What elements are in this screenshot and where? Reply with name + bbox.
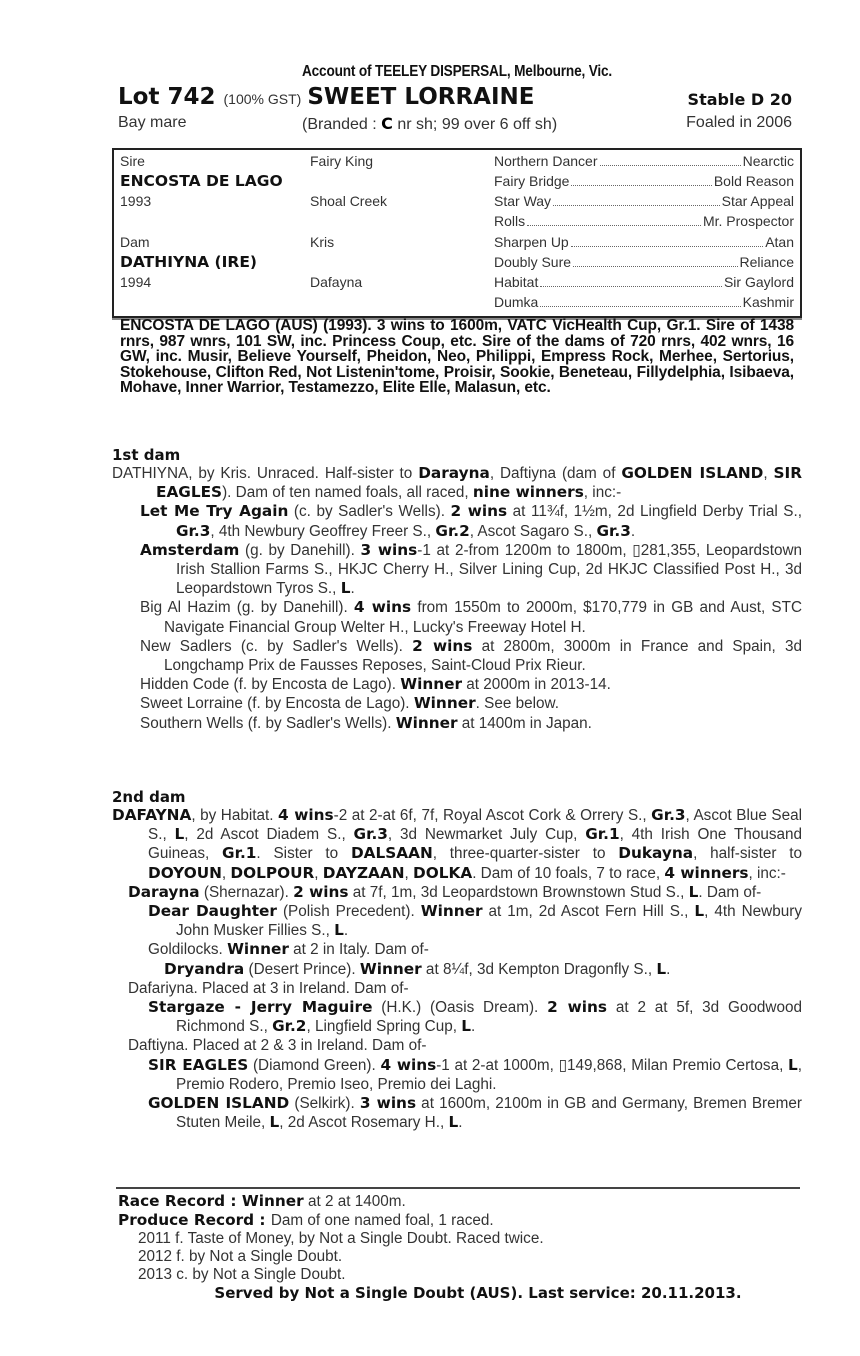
text: , [314,864,323,882]
horse-details [112,114,802,138]
text: , 2d Ascot Diadem S., [184,826,354,844]
grade: Gr.3 [651,806,686,824]
text: . [350,580,355,598]
text: (Polish Precedent). [276,903,421,921]
sire-label: Sire [120,153,145,169]
text: at 1m, 2d Ascot Fern Hill S., [482,903,695,921]
served-note: Served by Not a Single Doubt (AUS). Last service: 20.11.2013. [214,1284,742,1302]
horse-name: Southern Wells [140,714,244,732]
brand-suffix: nr sh; 99 over 6 off sh) [392,116,558,133]
sire-sire: Fairy King [310,153,374,169]
wins: Winner [420,902,483,921]
text: (Diamond Green). [248,1056,381,1074]
horse-name: DOYOUN [148,863,222,882]
horse-name: Amsterdam [140,540,240,559]
text: , 3d Newmarket July Cup, [387,826,586,844]
grade: L [174,825,185,844]
brand-info [302,114,557,134]
grade: Gr.2 [435,521,470,540]
text: , three-quarter-sister to [432,845,619,863]
foal-entry [112,979,802,998]
produce-item: 2012 f. by Not a Single Doubt. [138,1248,343,1265]
wins: Winner [413,694,476,713]
grade: Gr.2 [272,1017,307,1036]
foal-entry [112,694,802,713]
lot-label: Lot 742 [118,84,216,110]
text: ). Dam of ten named foals, all raced, [222,484,473,502]
text: . Sister to [256,845,351,863]
wins: Winner [395,713,458,732]
foal-entry [112,960,802,979]
text: at 1400m in Japan. [457,714,592,732]
grade: L [448,1113,459,1132]
text: , [763,465,774,482]
first-dam-section [112,446,802,733]
dam-year: 1994 [120,274,152,290]
horse-name: Big Al Hazim [140,599,231,617]
horse-name: SIR EAGLES [148,1055,249,1074]
grandparent-row [494,212,794,230]
foaled-year: Foaled in 2006 [686,114,792,131]
wins: Winner [400,675,463,694]
sire-name: ENCOSTA DE LAGO [120,172,283,190]
text: at 2000m in 2013-14. [462,676,611,694]
horse-name: DAYZAAN [322,863,405,882]
wins: 2 wins [547,998,608,1017]
leader-dots [540,293,740,307]
grade: L [340,579,351,598]
text: , Premio Rodero, Premio Iseo, Premio dei Laghi. [176,1056,802,1093]
foal-entry [112,502,802,540]
records-section [118,1192,798,1302]
grade: Gr.3 [596,521,631,540]
text: at 2 at 1400m. [303,1193,406,1210]
horse-name: GOLDEN ISLAND [148,1094,290,1113]
lot-line [112,84,802,114]
horse-name: Sweet Lorraine [140,695,243,713]
horse-name: GOLDEN ISLAND [621,464,764,482]
text: Dam of one named foal, 1 raced. [270,1212,494,1229]
text: (Shernazar). [199,883,294,901]
text: . See below. [475,695,559,713]
wins: 2 wins [293,882,349,901]
text: , Daftiyna (dam of [489,465,622,482]
text: at 2 at 5f, 3d Goodwood Richmond S., [176,999,803,1036]
gp-right: Bold Reason [713,173,794,189]
text: at 8¼f, 3d Kempton Dragonfly S., [421,960,657,978]
horse-name: DOLPOUR [230,863,315,882]
race-record [118,1192,798,1211]
produce-item: 2011 f. Taste of Money, by Not a Single Doubt. Raced twice. [138,1230,544,1247]
text: at 1600m, 2100m in GB and Germany, Bremen Bremer Stuten Meile, [176,1095,802,1132]
foal-entry [112,940,802,959]
text: (g. by Danehill). [230,599,354,617]
text: (c. by Sadler's Wells). [231,637,413,655]
wins: Winner [359,959,422,978]
wins: 4 wins [380,1055,437,1074]
text: . [630,522,636,540]
catalogue-page [112,62,803,1302]
dam-name: DATHIYNA (IRE) [120,253,258,271]
gp-right: Kashmir [742,294,794,310]
text: , [221,864,231,882]
winners-count: 4 winners [664,863,749,882]
text: , Ascot Blue Seal S., [148,807,803,844]
wins: 3 wins [359,1094,417,1113]
gp-right: Sir Gaylord [723,274,794,290]
produce-record [118,1211,798,1230]
foal-entry [112,902,802,940]
text: , 2d Ascot Rosemary H., [279,1114,449,1132]
sire-year: 1993 [120,193,152,209]
foal-entry [112,1056,802,1094]
horse-name: Dear Daughter [148,902,277,921]
leader-dots [527,212,701,226]
grade: L [656,959,667,978]
stable-number: Stable D 20 [687,90,792,109]
text: Goldilocks. [148,941,228,959]
text: . Dam of- [698,883,762,901]
text: (H.K.) (Oasis Dream). [372,999,548,1017]
wins: Winner [241,1192,304,1210]
foal-entry [112,998,802,1036]
text: from 1550m to 2000m, $170,779 in GB and Aust, STC Navigate Financial Group Welter H., Lucky's Freeway Hotel H. [164,599,802,636]
text: Dafariyna. Placed at 3 in Ireland. Dam of- [128,979,409,997]
dam-sire: Kris [310,234,335,250]
text: at 2 in Italy. Dam of- [288,941,429,959]
grandparent-row [494,293,794,311]
colour-sex: Bay mare [118,114,187,131]
leader-dots [571,172,711,186]
horse-name: Stargaze - Jerry Maguire [148,998,373,1017]
text: , Ascot Sagaro S., [469,522,597,540]
text: at 11¾f, 1½m, 2d Lingfield Derby Trial S., [507,503,802,521]
text: (Selkirk). [289,1095,360,1113]
winners-count: nine winners [472,483,584,502]
text: , inc:- [583,484,622,502]
produce-item: 2013 c. by Not a Single Doubt. [138,1266,346,1283]
horse-name: Dukayna [618,844,694,863]
gp-right: Nearctic [742,153,794,169]
pedigree-table [112,148,802,318]
horse-name: Hidden Code [140,676,230,694]
text: (Desert Prince). [244,960,360,978]
section-divider [116,1187,800,1189]
grade: L [461,1017,471,1036]
gp-right: Atan [765,234,794,250]
grade: Gr.3 [176,521,211,540]
horse-name: DAFAYNA [112,806,192,824]
horse-name: DALSAAN [350,844,433,863]
gp-left: Doubly Sure [494,254,572,270]
grade: Gr.1 [222,844,257,863]
grade: L [694,902,705,921]
text: at 7f, 1m, 3d Leopardstown Brownstown Stud S., [348,883,689,901]
gp-left: Dumka [494,294,539,310]
wins: 4 wins [353,598,412,617]
gp-left: Fairy Bridge [494,173,570,189]
wins: 3 wins [360,540,418,559]
leader-dots [600,152,741,166]
grandparent-row [494,233,794,251]
leader-dots [573,253,737,267]
brand-mark-icon: C [381,114,393,133]
leader-dots [553,192,720,206]
horse-name: SIR EAGLES [156,464,802,502]
text: . [458,1114,463,1132]
text: . [470,1018,476,1036]
grade: L [788,1055,798,1074]
second-dam-heading: 2nd dam [112,788,186,806]
horse-name: Dryandra [164,959,245,978]
text: Daftiyna. Placed at 2 & 3 in Ireland. Dam of- [128,1037,427,1055]
text: -2 at 2-at 6f, 7f, Royal Ascot Cork & Orrery S., [333,807,652,824]
foal-entry [112,714,802,733]
foal-entry [112,598,802,636]
brand-prefix: (Branded : [302,116,382,133]
text: , inc:- [748,864,786,882]
horse-name: DOLKA [413,863,473,882]
horse-name: New Sadlers [140,637,232,655]
grade: L [688,882,699,901]
foal-entry [112,883,802,902]
dam-label: Dam [120,234,150,250]
text: , 4th Newbury Geoffrey Freer S., [210,522,436,540]
wins: 2 wins [412,636,473,655]
foal-entry [112,1036,802,1055]
text: (g. by Danehill). [239,541,361,559]
gp-left: Sharpen Up [494,234,569,250]
text: , half-sister to [693,845,802,863]
text: -1 at 2-at 1000m, ▯149,868, Milan Premio Certosa, [436,1056,788,1074]
gp-right: Mr. Prospector [702,213,794,229]
grade: L [334,921,344,940]
text: -1 at 2-from 1200m to 1800m, ▯281,355, Leopardstown Irish Stallion Farms S., HKJC Cherry H., Silver Lining Cup, 2d HKJC Classified Post H., 3d Leopardstown Tyros S., [176,541,803,598]
grandparent-row [494,192,794,210]
lot-number [118,84,535,110]
foal-entry [112,1094,802,1132]
sire-summary: ENCOSTA DE LAGO (AUS) (1993). 3 wins to 1600m, VATC VicHealth Cup, Gr.1. Sire of 1438 rnrs, 987 wnrs, 101 SW, inc. Princess Coup, etc. Sire of the dams of 720 rnrs, 402 wnrs, 16 GW, inc. Musir, Believe Yourself, Pheidon, Neo, Philippi, Empress Rock, Merhee, Sertorius, Stokehouse, Clifton Red, Not Listenin'tome, Proisir, Sookie, Beneteau, Fillydelphia, Isibaeva, Mohave, Inner Warrior, Testamezzo, Elite Elle, Malasun, etc. [120,317,794,396]
horse-name: Darayna [128,882,200,901]
gp-right: Star Appeal [721,193,794,209]
race-record-label: Race Record : [118,1192,242,1210]
gp-left: Habitat [494,274,539,290]
leader-dots [571,233,763,247]
foal-entry [112,637,802,675]
gp-left: Rolls [494,213,526,229]
second-dam-section [112,788,802,1132]
text: . Dam of 10 foals, 7 to race, [472,864,665,882]
foal-entry [112,675,802,694]
horse-name: Darayna [418,464,490,482]
first-dam-intro [112,464,802,502]
grade: Gr.3 [353,825,388,844]
text: . [343,922,349,940]
horse-name: SWEET LORRAINE [307,84,535,110]
grade: Gr.1 [585,825,620,844]
gp-left: Star Way [494,193,552,209]
leader-dots [540,273,722,287]
produce-record-label: Produce Record : [118,1211,271,1229]
text: (f. by Encosta de Lago). [242,695,414,713]
gp-left: Northern Dancer [494,153,598,169]
wins: 4 wins [278,806,334,824]
grandparent-row [494,273,794,291]
gp-right: Reliance [739,254,794,270]
text: , 4th Newbury John Musker Fillies S., [176,903,802,940]
gst-note: (100% GST) [223,91,302,107]
text: (f. by Encosta de Lago). [229,676,401,694]
vendor-account: Account of TEELEY DISPERSAL, Melbourne, Vic. [301,63,613,80]
text: (f. by Sadler's Wells). [243,714,396,732]
wins: 2 wins [450,502,508,521]
grade: L [269,1113,280,1132]
grandparent-row [494,152,794,170]
text: . [666,960,671,978]
text: , by Habitat. [191,807,279,824]
dam-dam: Dafayna [310,274,363,290]
text: , Lingfield Spring Cup, [306,1018,462,1036]
first-dam-heading: 1st dam [112,446,181,464]
grandparent-row [494,172,794,190]
text: (c. by Sadler's Wells). [288,503,451,521]
grandparent-row [494,253,794,271]
text: at 2800m, 3000m in France and Spain, 3d Longchamp Prix de Fausses Reposes, Saint-Cloud Prix Rieur. [164,637,802,675]
wins: Winner [227,940,289,959]
foal-entry [112,541,802,599]
sire-dam: Shoal Creek [310,193,388,209]
text: , 4th Irish One Thousand Guineas, [148,826,803,863]
text: DATHIYNA, by Kris. Unraced. Half-sister to [112,465,419,482]
horse-name: Let Me Try Again [140,502,289,521]
second-dam-intro [112,806,802,883]
text: , [404,864,414,882]
